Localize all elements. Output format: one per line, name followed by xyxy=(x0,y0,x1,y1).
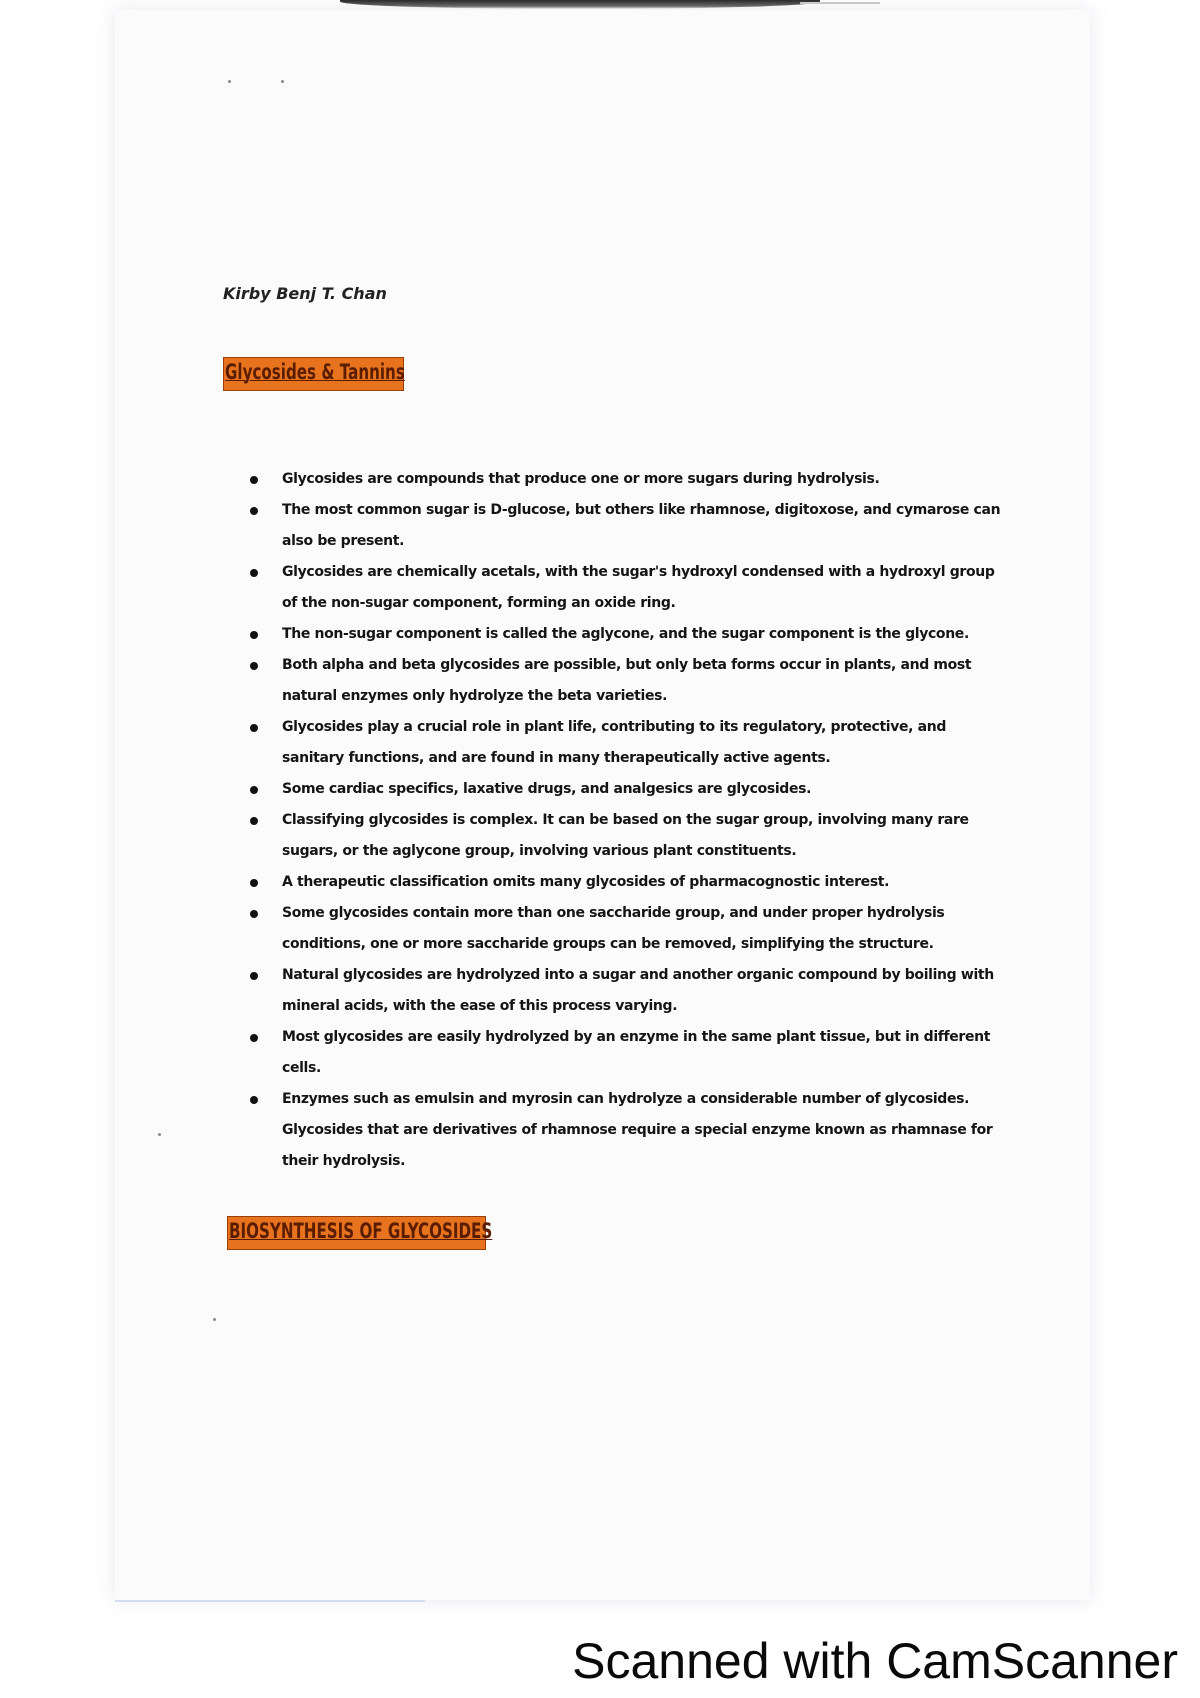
bullet-text: Some cardiac specifics, laxative drugs, and analgesics are glycosides. xyxy=(282,781,812,797)
bullet-text: Both alpha and beta glycosides are possible, but only beta forms occur in plants, and most natural enzymes only hydrolyze the beta varieties. xyxy=(282,657,972,704)
scan-bottom-edge xyxy=(115,1600,425,1602)
bullet-item xyxy=(250,650,1010,712)
bullet-item xyxy=(250,774,1010,805)
bullet-item xyxy=(250,1084,1010,1177)
bullet-list xyxy=(250,464,1010,1177)
bullet-text: Natural glycosides are hydrolyzed into a sugar and another organic compound by boiling with mineral acids, with the ease of this process varying. xyxy=(282,967,994,1014)
section-heading-glycosides-tannins xyxy=(223,357,404,391)
bullet-text: Most glycosides are easily hydrolyzed by an enzyme in the same plant tissue, but in different cells. xyxy=(282,1029,991,1076)
bullet-dot-icon xyxy=(250,910,258,918)
bullet-dot-icon xyxy=(250,569,258,577)
section-heading-biosynthesis xyxy=(227,1216,493,1250)
bullet-dot-icon xyxy=(250,662,258,670)
bullet-item xyxy=(250,805,1010,867)
bullet-item xyxy=(250,619,1010,650)
bullet-text: A therapeutic classification omits many glycosides of pharmacognostic interest. xyxy=(282,874,890,890)
scan-speck xyxy=(158,1133,161,1136)
scan-speck xyxy=(228,80,231,83)
bullet-item xyxy=(250,867,1010,898)
bullet-text: Enzymes such as emulsin and myrosin can hydrolyze a considerable number of glycosides. Glycosides that are derivatives of rhamnose require a special enzyme known as rhamnase for their hydrolysis. xyxy=(282,1091,993,1169)
scan-speck xyxy=(281,80,284,83)
bullet-text: Glycosides are chemically acetals, with the sugar's hydroxyl condensed with a hydroxyl group of the non-sugar component, forming an oxide ring. xyxy=(282,564,995,611)
bullet-dot-icon xyxy=(250,1096,258,1104)
bullet-item xyxy=(250,464,1010,495)
bullet-dot-icon xyxy=(250,817,258,825)
section-heading-text: Glycosides & Tannins xyxy=(225,360,405,384)
bullet-dot-icon xyxy=(250,724,258,732)
bullet-item xyxy=(250,557,1010,619)
bullet-dot-icon xyxy=(250,879,258,887)
bullet-text: Glycosides play a crucial role in plant life, contributing to its regulatory, protective, and sanitary functions, and are found in many therapeutically active agents. xyxy=(282,719,947,766)
scan-top-shadow xyxy=(340,0,820,9)
bullet-text: The non-sugar component is called the aglycone, and the sugar component is the glycone. xyxy=(282,626,969,642)
bullet-text: Some glycosides contain more than one saccharide group, and under proper hydrolysis conditions, one or more saccharide groups can be removed, simplifying the structure. xyxy=(282,905,945,952)
bullet-dot-icon xyxy=(250,972,258,980)
bullet-item xyxy=(250,960,1010,1022)
bullet-item xyxy=(250,712,1010,774)
author-name: Kirby Benj T. Chan xyxy=(223,284,387,303)
bullet-text: Glycosides are compounds that produce one or more sugars during hydrolysis. xyxy=(282,471,880,487)
bullet-dot-icon xyxy=(250,1034,258,1042)
bullet-dot-icon xyxy=(250,507,258,515)
bullet-text: Classifying glycosides is complex. It can be based on the sugar group, involving many rare sugars, or the aglycone group, involving various plant constituents. xyxy=(282,812,969,859)
scan-speck xyxy=(213,1318,216,1321)
bullet-text: The most common sugar is D-glucose, but others like rhamnose, digitoxose, and cymarose can also be present. xyxy=(282,502,1001,549)
scan-top-shadow-tail xyxy=(800,2,880,4)
bullet-dot-icon xyxy=(250,786,258,794)
bullet-item xyxy=(250,1022,1010,1084)
bullet-dot-icon xyxy=(250,476,258,484)
bullet-item xyxy=(250,495,1010,557)
bullet-dot-icon xyxy=(250,631,258,639)
camscanner-watermark: Scanned with CamScanner xyxy=(572,1633,1178,1689)
section-heading-text: BIOSYNTHESIS OF GLYCOSIDES xyxy=(229,1219,493,1243)
bullet-item xyxy=(250,898,1010,960)
